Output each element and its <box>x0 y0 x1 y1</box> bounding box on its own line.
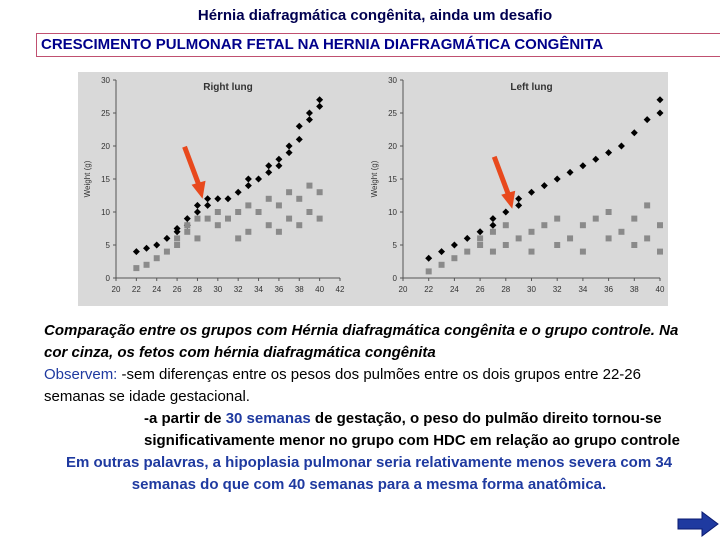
hdc-point <box>593 216 599 222</box>
hdc-point <box>194 216 200 222</box>
observe-label: Observem: <box>44 366 118 383</box>
hdc-point <box>174 242 180 248</box>
y-tick-label: 0 <box>105 274 110 283</box>
x-tick-label: 20 <box>398 285 408 294</box>
x-tick-label: 24 <box>449 285 459 294</box>
hdc-point <box>606 235 612 241</box>
hdc-point <box>245 229 251 235</box>
y-tick-label: 5 <box>392 241 397 250</box>
x-tick-label: 26 <box>172 285 182 294</box>
y-tick-label: 15 <box>388 175 397 184</box>
y-tick-label: 20 <box>101 142 110 151</box>
x-tick-label: 22 <box>131 285 141 294</box>
hdc-point <box>164 249 170 255</box>
y-tick-label: 0 <box>392 274 397 283</box>
body-text <box>44 320 694 496</box>
y-tick-label: 10 <box>388 208 397 217</box>
x-tick-label: 34 <box>254 285 263 294</box>
x-tick-label: 20 <box>111 285 121 294</box>
hdc-point <box>580 249 586 255</box>
x-tick-label: 38 <box>629 285 639 294</box>
x-tick-label: 22 <box>424 285 434 294</box>
hdc-point <box>580 222 586 228</box>
slide-title: Hérnia diafragmática congênita, ainda um desafio <box>197 7 553 24</box>
hdc-point <box>439 262 445 268</box>
hdc-point <box>464 249 470 255</box>
hdc-point <box>184 222 190 228</box>
x-tick-label: 42 <box>335 285 345 294</box>
hdc-point <box>306 183 312 189</box>
y-tick-label: 15 <box>101 175 110 184</box>
x-tick-label: 40 <box>655 285 665 294</box>
hdc-point <box>516 235 522 241</box>
hdc-point <box>144 262 150 268</box>
hdc-point <box>477 242 483 248</box>
y-tick-label: 30 <box>101 76 110 85</box>
hdc-point <box>276 202 282 208</box>
x-tick-label: 30 <box>527 285 536 294</box>
hdc-point <box>286 216 292 222</box>
chart-title: Left lung <box>510 82 553 93</box>
hdc-point <box>567 235 573 241</box>
x-tick-label: 28 <box>501 285 511 294</box>
hdc-point <box>205 216 211 222</box>
chart-title: Right lung <box>203 82 253 93</box>
hdc-point <box>644 235 650 241</box>
hdc-point <box>618 229 624 235</box>
y-tick-label: 25 <box>388 109 397 118</box>
y-axis-label: Weight (g) <box>83 160 92 198</box>
y-tick-label: 20 <box>388 142 397 151</box>
hdc-point <box>490 249 496 255</box>
figure-panel <box>78 72 668 306</box>
hdc-point <box>541 222 547 228</box>
hdc-point <box>529 229 535 235</box>
x-tick-label: 30 <box>213 285 223 294</box>
hdc-point <box>529 249 535 255</box>
x-tick-label: 36 <box>274 285 284 294</box>
hdc-point <box>317 216 323 222</box>
hdc-point <box>225 216 231 222</box>
y-tick-label: 10 <box>101 208 110 217</box>
hdc-point <box>184 229 190 235</box>
hdc-point <box>235 235 241 241</box>
weeks-highlight: 30 semanas <box>225 410 311 427</box>
hdc-point <box>631 242 637 248</box>
hdc-point <box>276 229 282 235</box>
hdc-point <box>286 189 292 195</box>
hdc-point <box>657 222 663 228</box>
next-slide-button[interactable] <box>676 510 720 543</box>
hdc-point <box>451 255 457 261</box>
hdc-point <box>644 202 650 208</box>
hdc-point <box>554 216 560 222</box>
hdc-point <box>296 196 302 202</box>
hdc-point <box>503 222 509 228</box>
hdc-point <box>490 229 496 235</box>
y-tick-label: 25 <box>101 109 110 118</box>
hdc-point <box>606 209 612 215</box>
subtitle-box <box>36 33 720 57</box>
hdc-point <box>194 235 200 241</box>
weeks-text-b: de gestação, o peso do pulmão direito tornou-se significativamente menor no grupo com HDC em relação ao grupo controle <box>144 410 680 449</box>
y-tick-label: 5 <box>105 241 110 250</box>
hdc-point <box>503 242 509 248</box>
hdc-point <box>266 196 272 202</box>
x-tick-label: 28 <box>193 285 202 294</box>
observation-paragraph <box>44 364 694 408</box>
x-tick-label: 40 <box>315 285 325 294</box>
hdc-point <box>235 209 241 215</box>
hdc-point <box>657 249 663 255</box>
lung-weight-chart <box>78 72 668 306</box>
hdc-point <box>154 255 160 261</box>
hdc-point <box>215 222 221 228</box>
observe-text: -sem diferenças entre os pesos dos pulmões entre os dois grupos entre 22-26 semanas se idade gestacional. <box>44 366 641 405</box>
x-tick-label: 24 <box>152 285 162 294</box>
x-tick-label: 32 <box>233 285 243 294</box>
hdc-point <box>296 222 302 228</box>
x-tick-label: 36 <box>604 285 614 294</box>
x-tick-label: 32 <box>552 285 562 294</box>
hdc-point <box>554 242 560 248</box>
x-tick-label: 34 <box>578 285 588 294</box>
weeks-text-a: -a partir de <box>144 410 226 427</box>
conclusion-paragraph: Em outras palavras, a hipoplasia pulmonar seria relativamente menos severa com 34 semanas do que com 40 semanas para a mesma forma anatômica. <box>65 454 673 493</box>
hdc-point <box>266 222 272 228</box>
hdc-point <box>256 209 262 215</box>
hdc-point <box>426 268 432 274</box>
x-tick-label: 38 <box>294 285 304 294</box>
x-tick-label: 26 <box>475 285 485 294</box>
hdc-point <box>306 209 312 215</box>
hdc-point <box>477 235 483 241</box>
comparison-paragraph: Comparação entre os grupos com Hérnia diafragmática congênita e o grupo controle. Na cor cinza, os fetos com hérnia diafragmática congênita <box>44 322 679 361</box>
hdc-point <box>245 202 251 208</box>
weeks-paragraph <box>44 408 694 452</box>
hdc-point <box>317 189 323 195</box>
hdc-point <box>215 209 221 215</box>
right-arrow-icon <box>676 510 720 538</box>
hdc-point <box>631 216 637 222</box>
hdc-point <box>174 235 180 241</box>
y-tick-label: 30 <box>388 76 397 85</box>
subtitle-text: CRESCIMENTO PULMONAR FETAL NA HERNIA DIAFRAGMÁTICA CONGÊNITA <box>41 36 604 53</box>
hdc-point <box>133 265 139 271</box>
y-axis-label: Weight (g) <box>370 160 379 198</box>
